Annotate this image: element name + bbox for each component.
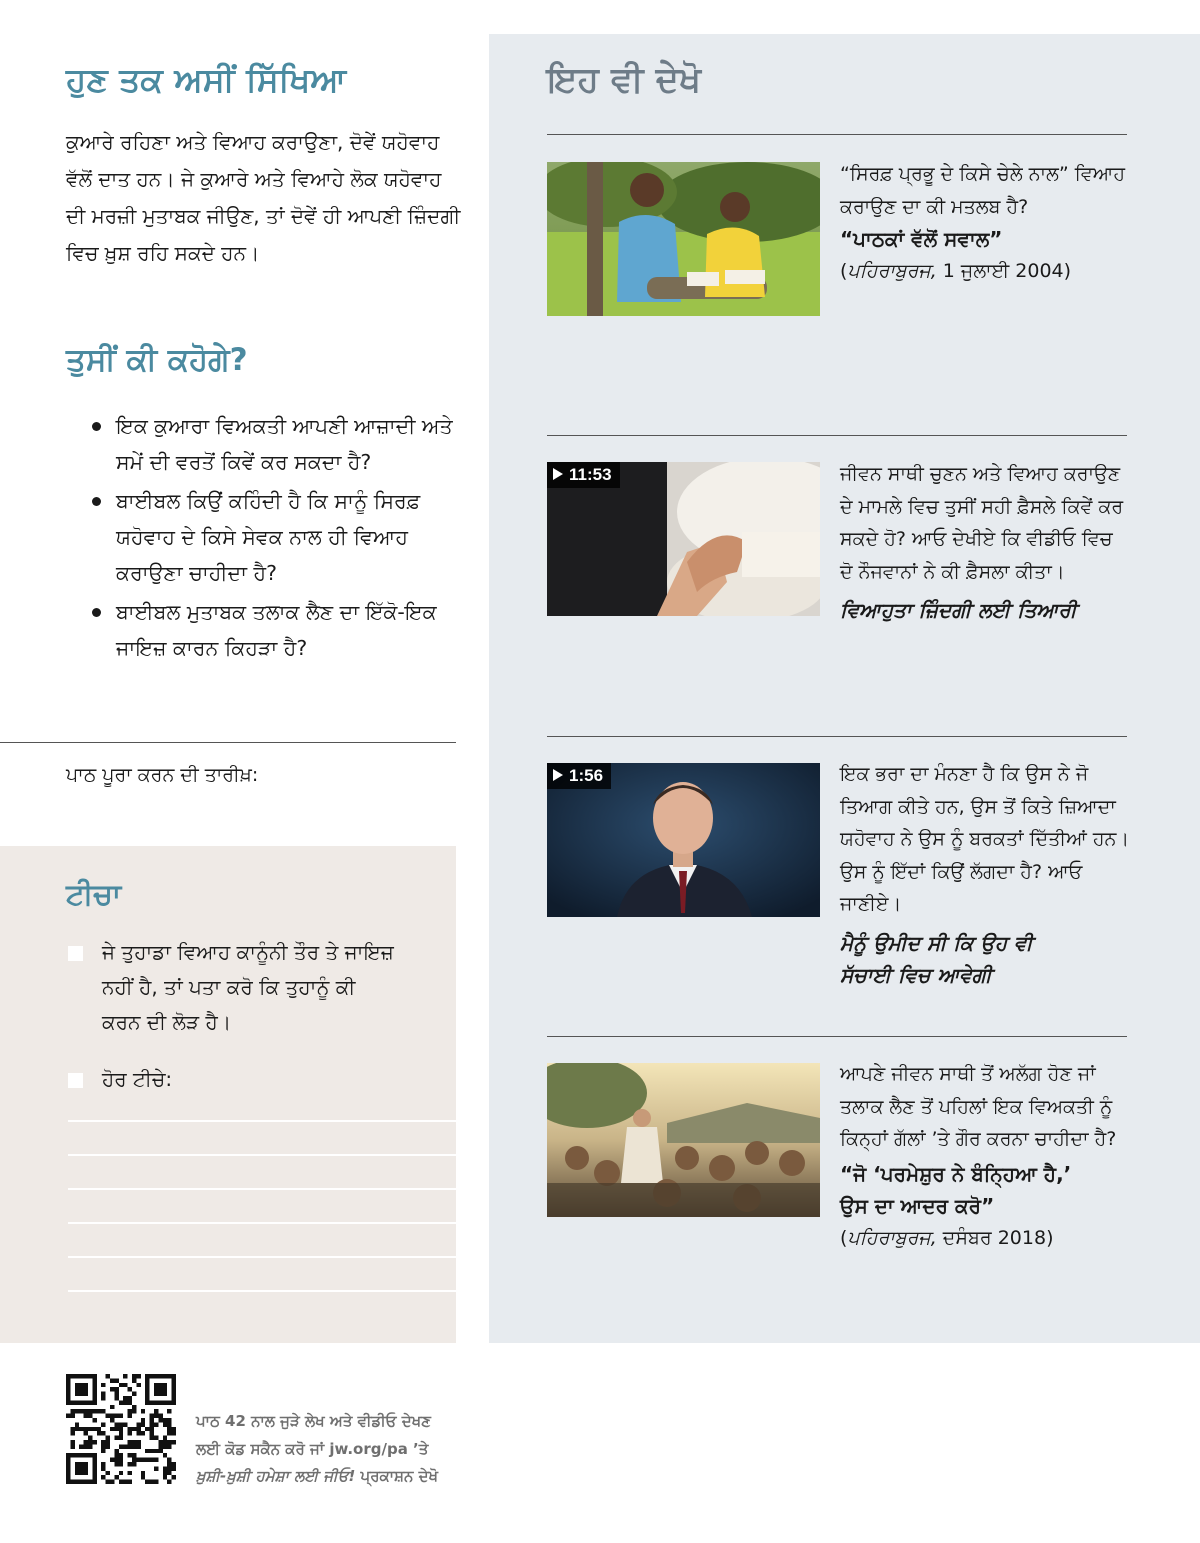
completion-date-label: ਪਾਠ ਪੂਰਾ ਕਰਨ ਦੀ ਤਾਰੀਖ਼:: [66, 764, 259, 786]
jesus-teaching-crowd-image: [547, 1063, 820, 1217]
reference-open: (: [840, 260, 848, 282]
qr-code-icon[interactable]: [66, 1374, 176, 1484]
book-title: ਖ਼ੁਸ਼ੀ-ਖ਼ੁਸ਼ੀ ਹਮੇਸ਼ਾ ਲਈ ਜੀਓ!: [196, 1467, 356, 1485]
see-also-description: “ਸਿਰਫ਼ ਪ੍ਰਭੂ ਦੇ ਕਿਸੇ ਚੇਲੇ ਨਾਲ” ਵਿਆਹ ਕਰਾਉਣ ਦਾ ਕੀ ਮਤਲਬ ਹੈ?: [840, 163, 1126, 218]
qr-code-graphic: [66, 1374, 176, 1484]
learned-heading: ਹੁਣ ਤਕ ਅਸੀਂ ਸਿੱਖਿਆ: [66, 60, 347, 99]
reference-open: (: [840, 1226, 848, 1249]
goal-item: [68, 935, 398, 1040]
footer-line-end: ਪ੍ਰਕਾਸ਼ਨ ਦੇਖੋ: [355, 1467, 439, 1485]
see-also-item: [840, 458, 1130, 626]
footer-note: [196, 1408, 516, 1491]
writing-line[interactable]: [68, 1256, 456, 1258]
see-also-item: [840, 758, 1130, 991]
video-duration: [547, 763, 611, 789]
publication-date: 1 ਜੁਲਾਈ 2004): [936, 260, 1072, 282]
goal-item: [68, 1062, 398, 1097]
bullet-icon: [92, 608, 101, 617]
review-question-text: ਇਕ ਕੁਆਰਾ ਵਿਅਕਤੀ ਆਪਣੀ ਆਜ਼ਾਦੀ ਅਤੇ ਸਮੇਂ ਦੀ ਵਰਤੋਂ ਕਿਵੇਂ ਕਰ ਸਕਦਾ ਹੈ?: [116, 414, 453, 474]
writing-line[interactable]: [68, 1290, 456, 1292]
checkbox-icon[interactable]: [68, 946, 83, 961]
review-question: [90, 483, 460, 591]
divider: [547, 435, 1127, 436]
see-also-description: ਆਪਣੇ ਜੀਵਨ ਸਾਥੀ ਤੋਂ ਅਲੱਗ ਹੋਣ ਜਾਂ ਤਲਾਕ ਲੈਣ ਤੋਂ ਪਹਿਲਾਂ ਇਕ ਵਿਅਕਤੀ ਨੂੰ ਕਿਨ੍ਹਾਂ ਗੱਲਾਂ ’ਤੇ ਗੌਰ ਕਰਨਾ ਚਾਹੀਦਾ ਹੈ?: [840, 1063, 1117, 1150]
writing-line[interactable]: [68, 1188, 456, 1190]
publication-reference: [840, 1222, 1130, 1254]
divider: [547, 736, 1127, 737]
review-question-text: ਬਾਈਬਲ ਕਿਉਂ ਕਹਿੰਦੀ ਹੈ ਕਿ ਸਾਨੂੰ ਸਿਰਫ਼ ਯਹੋਵਾਹ ਦੇ ਕਿਸੇ ਸੇਵਕ ਨਾਲ ਹੀ ਵਿਆਹ ਕਰਾਉਣਾ ਚਾਹੀਦਾ ਹੈ?: [116, 489, 421, 585]
learned-summary: ਕੁਆਰੇ ਰਹਿਣਾ ਅਤੇ ਵਿਆਹ ਕਰਾਉਣਾ, ਦੋਵੇਂ ਯਹੋਵਾਹ ਵੱਲੋਂ ਦਾਤ ਹਨ। ਜੇ ਕੁਆਰੇ ਅਤੇ ਵਿਆਹੇ ਲੋਕ ਯਹੋਵਾਹ ਦੀ ਮਰਜ਼ੀ ਮੁਤਾਬਕ ਜੀਉਣ, ਤਾਂ ਦੋਵੇਂ ਹੀ ਆਪਣੀ ਜ਼ਿੰਦਗੀ ਵਿਚ ਖ਼ੁਸ਼ ਰਹਿ ਸਕਦੇ ਹਨ।: [66, 130, 461, 265]
divider: [547, 1036, 1127, 1037]
see-also-description: ਇਕ ਭਰਾ ਦਾ ਮੰਨਣਾ ਹੈ ਕਿ ਉਸ ਨੇ ਜੋ ਤਿਆਗ ਕੀਤੇ ਹਨ, ਉਸ ਤੋਂ ਕਿਤੇ ਜ਼ਿਆਦਾ ਯਹੋਵਾਹ ਨੇ ਉਸ ਨੂੰ ਬਰਕਤਾਂ ਦਿੱਤੀਆਂ ਹਨ। ਉਸ ਨੂੰ ਇੱਦਾਂ ਕਿਉਂ ਲੱਗਦਾ ਹੈ? ਆਓ ਜਾਣੀਏ।: [840, 763, 1130, 915]
couple-studying-image: [547, 162, 820, 316]
video-thumbnail[interactable]: [547, 763, 820, 917]
bullet-icon: [92, 497, 101, 506]
article-thumbnail[interactable]: [547, 1063, 820, 1217]
video-thumbnail[interactable]: [547, 462, 820, 616]
publication-reference: [840, 255, 1130, 287]
review-question: [90, 594, 460, 666]
review-questions-list: [90, 408, 460, 669]
article-thumbnail[interactable]: [547, 162, 820, 316]
publication-name: ਪਹਿਰਾਬੁਰਜ,: [847, 260, 937, 282]
goal-heading: ਟੀਚਾ: [66, 877, 122, 911]
divider: [547, 134, 1127, 135]
see-also-heading: ਇਹ ਵੀ ਦੇਖੋ: [547, 60, 702, 100]
duration-text: 1:56: [569, 766, 604, 785]
footer-line: [196, 1463, 516, 1491]
goal-item-text: ਹੋਰ ਟੀਚੇ:: [102, 1067, 173, 1091]
video-link[interactable]: ਵਿਆਹੁਤਾ ਜ਼ਿੰਦਗੀ ਲਈ ਤਿਆਰੀ: [840, 598, 1077, 622]
play-icon: [553, 468, 563, 480]
play-icon: [553, 769, 563, 781]
goal-item-text: ਜੇ ਤੁਹਾਡਾ ਵਿਆਹ ਕਾਨੂੰਨੀ ਤੌਰ ਤੇ ਜਾਇਜ਼ ਨਹੀਂ ਹੈ, ਤਾਂ ਪਤਾ ਕਰੋ ਕਿ ਤੁਹਾਨੂੰ ਕੀ ਕਰਨ ਦੀ ਲੋੜ ਹੈ।: [102, 940, 394, 1034]
see-also-item: [840, 158, 1130, 287]
footer-line: ਪਾਠ 42 ਨਾਲ ਜੁੜੇ ਲੇਖ ਅਤੇ ਵੀਡੀਓ ਦੇਖਣ: [196, 1412, 431, 1430]
divider: [0, 742, 456, 743]
review-question: [90, 408, 460, 480]
article-link[interactable]: “ਜੋ ‘ਪਰਮੇਸ਼ੁਰ ਨੇ ਬੰਨ੍ਹਿਆ ਹੈ,’ ਉਸ ਦਾ ਆਦਰ ਕਰੋ”: [840, 1161, 1072, 1218]
see-also-description: ਜੀਵਨ ਸਾਥੀ ਚੁਣਨ ਅਤੇ ਵਿਆਹ ਕਰਾਉਣ ਦੇ ਮਾਮਲੇ ਵਿਚ ਤੁਸੀਂ ਸਹੀ ਫ਼ੈਸਲੇ ਕਿਵੇਂ ਕਰ ਸਕਦੇ ਹੋ? ਆਓ ਦੇਖੀਏ ਕਿ ਵੀਡੀਓ ਵਿਚ ਦੋ ਨੌਜਵਾਨਾਂ ਨੇ ਕੀ ਫ਼ੈਸਲਾ ਕੀਤਾ।: [840, 463, 1124, 583]
article-link[interactable]: “ਪਾਠਕਾਂ ਵੱਲੋਂ ਸਵਾਲ”: [840, 227, 1003, 251]
publication-date: ਦਸੰਬਰ 2018): [936, 1226, 1054, 1249]
review-questions-heading: ਤੁਸੀਂ ਕੀ ਕਹੋਗੇ?: [66, 342, 248, 378]
checkbox-icon[interactable]: [68, 1073, 83, 1088]
review-question-text: ਬਾਈਬਲ ਮੁਤਾਬਕ ਤਲਾਕ ਲੈਣ ਦਾ ਇੱਕੋ-ਇਕ ਜਾਇਜ਼ ਕਾਰਨ ਕਿਹੜਾ ਹੈ?: [116, 600, 437, 660]
video-link[interactable]: ਮੈਨੂੰ ਉਮੀਦ ਸੀ ਕਿ ਉਹ ਵੀ ਸੱਚਾਈ ਵਿਚ ਆਵੇਗੀ: [840, 930, 1033, 987]
writing-line[interactable]: [68, 1120, 456, 1122]
writing-line[interactable]: [68, 1222, 456, 1224]
publication-name: ਪਹਿਰਾਬੁਰਜ,: [847, 1226, 937, 1249]
duration-text: 11:53: [569, 465, 612, 484]
bullet-icon: [92, 422, 101, 431]
footer-line: ਲਈ ਕੋਡ ਸਕੈਨ ਕਰੋ ਜਾਂ jw.org/pa ’ਤੇ: [196, 1439, 429, 1458]
see-also-item: [840, 1058, 1130, 1254]
video-duration: [547, 462, 620, 488]
writing-line[interactable]: [68, 1154, 456, 1156]
